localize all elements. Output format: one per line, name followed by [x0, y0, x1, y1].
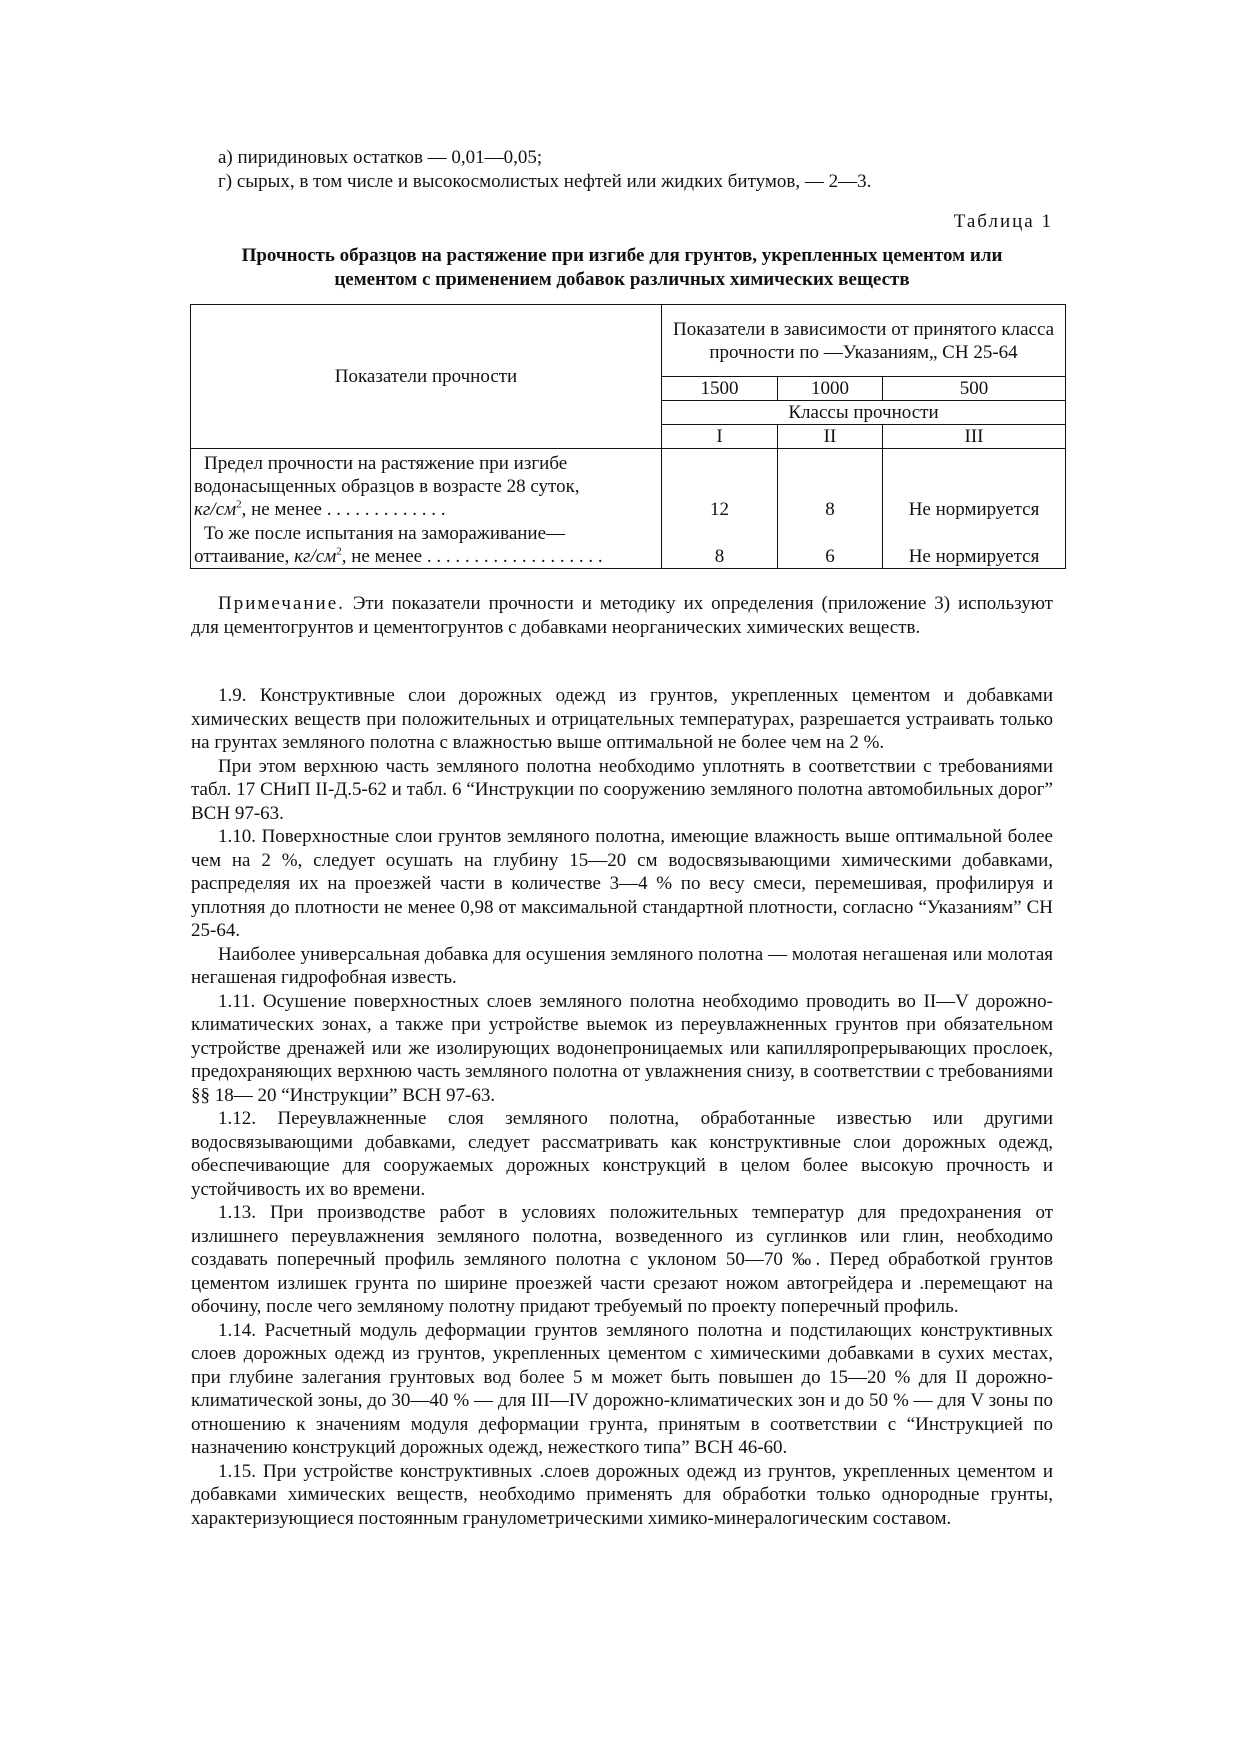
grade-cell: 1000 [778, 377, 883, 401]
indicator-unit-line [194, 545, 658, 568]
paragraph: 1.15. При устройстве конструктивных .слоев дорожных одежд из грунтов, укрепленных цементом и добавками химических веществ, необходимо применять для обработки только однородные грунты, характеризующиеся постоянным гранулометрическими химико-минералогическим составом. [191, 1460, 1053, 1529]
value-cell: 8 [778, 449, 883, 521]
list-item: г) сырых, в том числе и высокосмолистых нефтей или жидких битумов, — 2—3. [218, 170, 872, 192]
paragraph: 1.10. Поверхностные слои грунтов земляного полотна, имеющие влажность выше оптимальной более чем на 2 %, следует осушать на глубину 15—20 см водосвязывающими химическими добавками, распределяя их на проезжей части в количестве 3—4 % по весу смеси, перемешивая, профилируя и уплотняя до плотности не менее 0,98 от максимальной стандартной плотности, согласно “Указаниям” СН 25-64. [191, 826, 1053, 941]
paragraph: 1.9. Конструктивные слои дорожных одежд из грунтов, укрепленных цементом и добавками химических веществ при положительных и отрицательных температурах, разрешается устраивать только на грунтах земляного полотна с влажностью выше оптимальной не более чем на 2 %. [191, 685, 1053, 753]
leader-dots: , не менее . . . . . . . . . . . . . [241, 498, 446, 520]
indicator-unit-line [194, 498, 658, 521]
table-title-line: цементом с применением добавок различных химических веществ [334, 268, 910, 290]
unit-exponent: 2 [236, 498, 242, 511]
class-cell: II [778, 425, 883, 449]
note-label: Примечание. [218, 593, 345, 614]
value-cell: 6 [778, 521, 883, 569]
table-title-line: Прочность образцов на растяжение при изгибе для грунтов, укрепленных цементом или [241, 245, 1003, 266]
unit: кг/см [194, 498, 237, 520]
indicator-line: То же после испытания на замораживание— [204, 523, 566, 544]
paragraph: 1.13. При производстве работ в условиях положительных температур для предохранения от излишнего переувлажнения земляного полотна, возведенного из суглинков или глин, необходимо создавать поперечный профиль земляного полотна с уклоном 50—70 ‰. Перед обработкой грунтов цементом излишек грунта по ширине проезжей части срезают ножом автогрейдера и .перемещают на обочину, после чего земляному полотну придают требуемый по проекту поперечный профиль. [191, 1202, 1053, 1317]
paragraph: При этом верхнюю часть земляного полотна необходимо уплотнять в соответствии с требованиями табл. 17 СНиП II-Д.5-62 и табл. 6 “Инструкции по сооружению земляного полотна автомобильных дорог” ВСН 97-63. [191, 755, 1053, 824]
classes-header: Классы прочности [662, 401, 1066, 425]
indicator-line: водонасыщенных образцов в возрасте 28 суток, [194, 475, 580, 497]
note-text: Эти показатели прочности и методику их определения (приложение 3) используют для цементогрунтов и цементогрунтов с добавками неорганических химических веществ. [191, 593, 1053, 638]
indicator-text: оттаивание, [194, 546, 295, 567]
leader-dots: , не менее . . . . . . . . . . . . . . . . . . . [341, 546, 603, 567]
value-cell: Не нормируется [883, 449, 1066, 521]
grade-cell: 1500 [662, 377, 778, 401]
list-item: а) пиридиновых остатков — 0,01—0,05; [218, 147, 543, 168]
indicator-line: Предел прочности на растяжение при изгибе [204, 452, 568, 474]
indicator-cell [191, 521, 662, 569]
grade-cell: 500 [883, 377, 1066, 401]
table-title [191, 244, 1053, 291]
body-text [191, 684, 1053, 1530]
paragraph: Наиболее универсальная добавка для осушения земляного полотна — молотая негашеная или молотая негашеная гидрофобная известь. [191, 943, 1053, 988]
value-cell: 8 [662, 521, 778, 569]
header-indicators: Показатели прочности [191, 305, 662, 449]
class-cell: I [662, 425, 778, 449]
strength-table [190, 304, 1066, 569]
value-cell: 12 [662, 449, 778, 521]
paragraph: 1.11. Осушение поверхностных слоев земляного полотна необходимо проводить во II—V дорожно-климатических зонах, а также при устройстве выемок из переувлажненных грунтов при обязательном устройстве дренажей или же изолирующих водонепроницаемых или капилляропрерывающих прослоек, предохраняющих верхнюю часть земляного полотна от увлажнения снизу, в соответствии с требованиями §§ 18— 20 “Инструкции” ВСН 97-63. [191, 990, 1053, 1106]
class-cell: III [883, 425, 1066, 449]
value-cell: Не нормируется [883, 521, 1066, 569]
indicator-cell [191, 449, 662, 521]
unit: кг/см [294, 546, 337, 567]
header-group: Показатели в зависимости от принятого класса прочности по —Указаниям„ СН 25-64 [662, 305, 1066, 377]
table-number: Таблица 1 [953, 211, 1053, 232]
paragraph: 1.14. Расчетный модуль деформации грунтов земляного полотна и подстилающих конструктивных слоев дорожных одежд из грунтов, укрепленных цементом с химическими добавками в сухих местах, при глубине залегания грунтовых вод более 5 м может быть повышен до 15—20 % для II дорожно-климатической зоны, до 30—40 % — для III—IV дорожно-климатических зон и до 50 % — для V зоны по отношению к значениям модуля деформации грунта, принятым в соответствии с “Инструкцией по назначению конструкций дорожных одежд, нежесткого типа” ВСН 46-60. [191, 1319, 1053, 1458]
unit-exponent: 2 [336, 545, 342, 558]
table-note [191, 592, 1053, 639]
substance-list [191, 146, 1053, 193]
paragraph: 1.12. Переувлажненные слоя земляного полотна, обработанные известью или другими водосвязывающими добавками, следует рассматривать как конструктивные слои дорожных одежд, обеспечивающие для сооружаемых дорожных конструкций в целом более высокую прочность и устойчивость их во времени. [191, 1108, 1053, 1200]
